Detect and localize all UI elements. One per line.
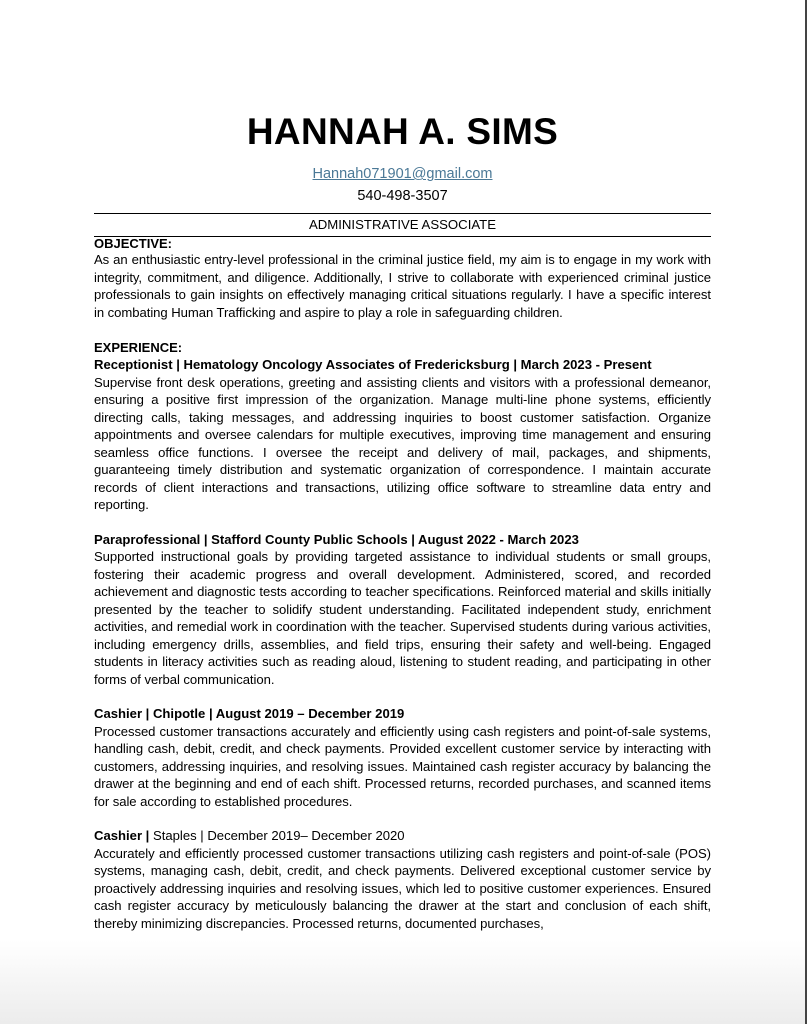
job-title: ADMINISTRATIVE ASSOCIATE	[308, 217, 497, 232]
job-description: Processed customer transactions accurately and efficiently using cash registers and point-of-sale systems, handling cash, debit, credit, and check payments. Provided excellent customer service by interacting with customers, addressing inquiries, and resolving issues. Maintained cash register accuracy by balancing the drawer at the beginning and end of each shift. Processed returns, recorded purchases, and scanned items for sale according to established procedures.	[94, 723, 711, 809]
email-link[interactable]: Hannah071901@gmail.com	[312, 166, 493, 182]
job-entry	[94, 356, 711, 514]
job-description: Supported instructional goals by providing targeted assistance to individual students or small groups, fostering their academic progress and overall development. Administered, scored, and recorded achievement and diagnostic tests according to teacher specifications. Reinforced material and skills initially presented by the teacher to solidify student understanding. Facilitated independent study, enrichment activities, and remedial work in coordination with the teacher. Supervised students during various activities, including emergency drills, assemblies, and field trips, ensuring their safety and well-being. Engaged students in literacy activities such as reading aloud, listening to student reading, and participating in other forms of verbal communication.	[94, 549, 711, 687]
job-header-role: Cashier |	[94, 828, 150, 843]
job-header: Receptionist | Hematology Oncology Associates of Fredericksburg | March 2023 - Present	[94, 357, 652, 372]
job-header	[94, 827, 711, 845]
job-entry	[94, 531, 711, 689]
experience-heading: EXPERIENCE:	[94, 340, 183, 355]
job-header: Paraprofessional | Stafford County Public Schools | August 2022 - March 2023	[94, 531, 579, 547]
spacer	[94, 321, 711, 339]
objective-section	[94, 237, 711, 321]
job-description: Accurately and efficiently processed customer transactions utilizing cash registers and point-of-sale (POS) systems, managing cash, debit, credit, and check payments. Delivered exceptional customer service by proactively addressing inquiries and resolving issues, which led to positive customer experiences. Ensured cash register accuracy by meticulously balancing the drawer at the start and conclusion of each shift, thereby minimizing discrepancies. Processed returns, documented purchases,	[94, 845, 711, 931]
job-header: Cashier | Chipotle | August 2019 – December 2019	[94, 706, 405, 721]
job-description: Supervise front desk operations, greeting and assisting clients and visitors with a professional demeanor, ensuring a positive first impression of the organization. Manage multi-line phone systems, efficiently directing calls, taking messages, and addressing inquiries to boost customer satisfaction. Organize appointments and oversee calendars for multiple executives, improving time management and ensuring seamless office functions. I oversee the receipt and delivery of mail, packages, and shipments, guaranteeing timely distribution and systematic organization of correspondence. I maintain accurate records of client interactions and transactions, utilizing office software to streamline data entry and reporting.	[94, 374, 711, 512]
job-entry	[94, 705, 711, 810]
spacer	[94, 514, 711, 531]
job-entry	[94, 827, 711, 932]
job-header-details: Staples | December 2019– December 2020	[149, 828, 405, 843]
objective-heading: OBJECTIVE:	[94, 236, 173, 251]
experience-section	[94, 339, 711, 932]
spacer	[94, 688, 711, 705]
candidate-name: HANNAH A. SIMS	[246, 111, 559, 152]
phone-number: 540-498-3507	[357, 188, 448, 204]
resume-content	[94, 110, 711, 932]
objective-text: As an enthusiastic entry-level professional in the criminal justice field, my aim is to engage in my work with integrity, commitment, and diligence. Additionally, I strive to collaborate with experienced criminal justice professionals to gain insights on effectively managing critical situations regularly. I have a specific interest in combating Human Trafficking and aspire to play a role in safeguarding children.	[94, 252, 711, 320]
spacer	[94, 810, 711, 827]
